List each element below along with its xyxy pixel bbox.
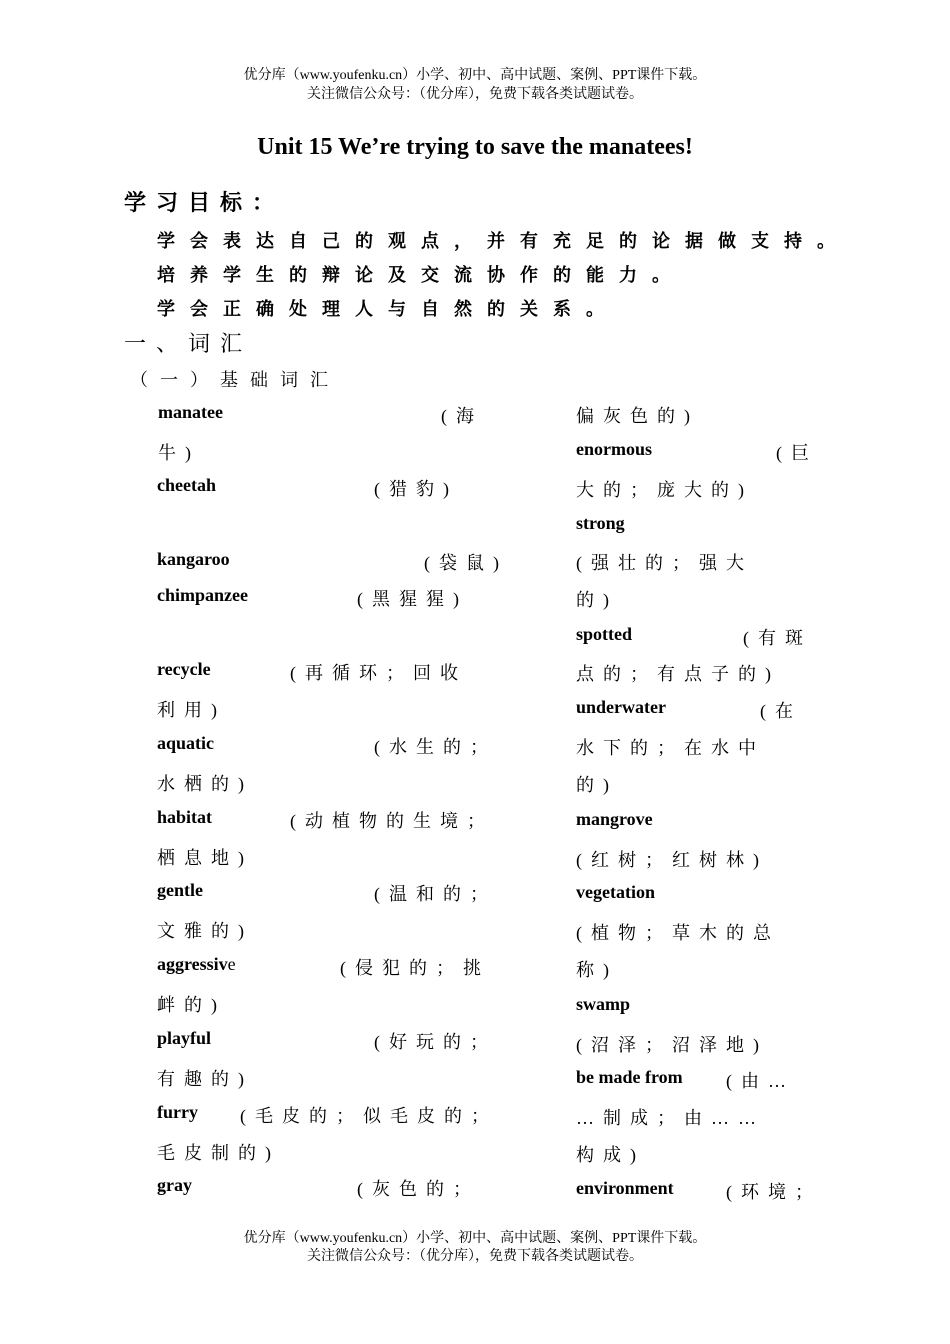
meaning-vegetation: (植物；草木的总 [576,923,780,943]
meaning-mangrove: (红树；红树林) [576,850,768,870]
meaning-spotted-cont: 点的；有点子的) [576,664,780,684]
meaning-gray-cont: 偏灰色的) [576,406,699,426]
meaning-enormous-cont: 大的；庞大的) [576,480,753,500]
goal-item-2: 培养学生的辩论及交流协作的能力。 [157,265,685,286]
word-mangrove: mangrove [576,809,653,829]
word-enormous: enormous [576,439,652,459]
meaning-be-made-from-cont2: 构成) [576,1145,645,1165]
meaning-underwater: (在 [760,701,802,721]
section-vocabulary: 一、词汇 [124,331,253,356]
meaning-be-made-from: (由… [726,1071,795,1091]
word-furry: furry [157,1102,198,1122]
meaning-recycle: (再循环；回收 [290,663,467,683]
word-recycle: recycle [157,659,211,679]
word-playful: playful [157,1028,212,1048]
meaning-gray: (灰色的； [357,1179,480,1199]
meaning-habitat-cont: 栖息地) [157,848,253,868]
word-chimpanzee: chimpanzee [157,585,248,605]
meaning-strong-cont: 的) [576,590,618,610]
word-underwater: underwater [576,697,666,717]
meaning-playful: (好玩的； [374,1032,497,1052]
word-environment: environment [576,1178,674,1198]
section-basic-vocabulary: （一）基础词汇 [130,370,340,390]
meaning-furry-cont: 毛皮制的) [157,1143,280,1163]
meaning-gentle: (温和的； [374,884,497,904]
header-line-1: 优分库（www.youfenku.cn）小学、初中、高中试题、案例、PPT课件下载。 [243,68,707,83]
word-vegetation: vegetation [576,882,655,902]
meaning-aggressive: (侵犯的；挑 [340,958,490,978]
meaning-swamp: (沼泽；沼泽地) [576,1035,768,1055]
page-title: Unit 15 We’re trying to save the manatees! [257,134,693,160]
meaning-manatee: (海 [441,406,483,426]
goal-item-1: 学会表达自己的观点，并有充足的论据做支持。 [157,231,850,252]
meaning-aquatic-cont: 水栖的) [157,774,253,794]
meaning-underwater-cont2: 的) [576,775,618,795]
meaning-recycle-cont: 利用) [157,700,226,720]
word-gentle: gentle [157,880,203,900]
meaning-strong: (强壮的；强大 [576,553,753,573]
word-aggressive-bold: aggressiv [157,954,228,974]
word-aquatic: aquatic [157,733,215,753]
meaning-aquatic: (水生的； [374,737,497,757]
meaning-cheetah: (猎豹) [374,479,458,499]
word-aggressive-rest: e [227,954,236,974]
meaning-habitat: (动植物的生境； [290,811,494,831]
meaning-chimpanzee: (黑猩猩) [357,589,468,609]
meaning-enormous: (巨 [776,443,818,463]
meaning-gentle-cont: 文雅的) [157,921,253,941]
goals-heading: 学习目标： [124,190,285,215]
meaning-aggressive-cont: 衅的) [157,995,226,1015]
meaning-furry: (毛皮的；似毛皮的； [240,1106,498,1126]
word-kangaroo: kangaroo [157,549,230,569]
meaning-be-made-from-cont: …制成；由…… [576,1108,765,1128]
meaning-spotted: (有斑 [743,628,812,648]
meaning-manatee-cont: 牛) [158,443,200,463]
meaning-vegetation-cont: 称) [576,960,618,980]
goal-item-3: 学会正确处理人与自然的关系。 [157,299,619,320]
meaning-kangaroo: (袋鼠) [424,553,508,573]
meaning-playful-cont: 有趣的) [157,1069,253,1089]
footer-line-2: 关注微信公众号：（优分库），免费下载各类试题试卷。 [307,1249,643,1264]
word-be-made-from: be made from [576,1067,683,1087]
word-manatee: manatee [158,402,223,422]
header-line-2: 关注微信公众号：（优分库），免费下载各类试题试卷。 [307,87,643,102]
word-habitat: habitat [157,807,213,827]
word-aggressive [157,954,236,975]
meaning-underwater-cont: 水下的；在水中 [576,738,765,758]
meaning-environment: (环境； [726,1182,822,1202]
word-swamp: swamp [576,994,631,1014]
footer-line-1: 优分库（www.youfenku.cn）小学、初中、高中试题、案例、PPT课件下载。 [243,1231,707,1246]
word-cheetah: cheetah [157,475,216,495]
word-spotted: spotted [576,624,633,644]
word-strong: strong [576,513,625,533]
word-gray: gray [157,1175,192,1195]
